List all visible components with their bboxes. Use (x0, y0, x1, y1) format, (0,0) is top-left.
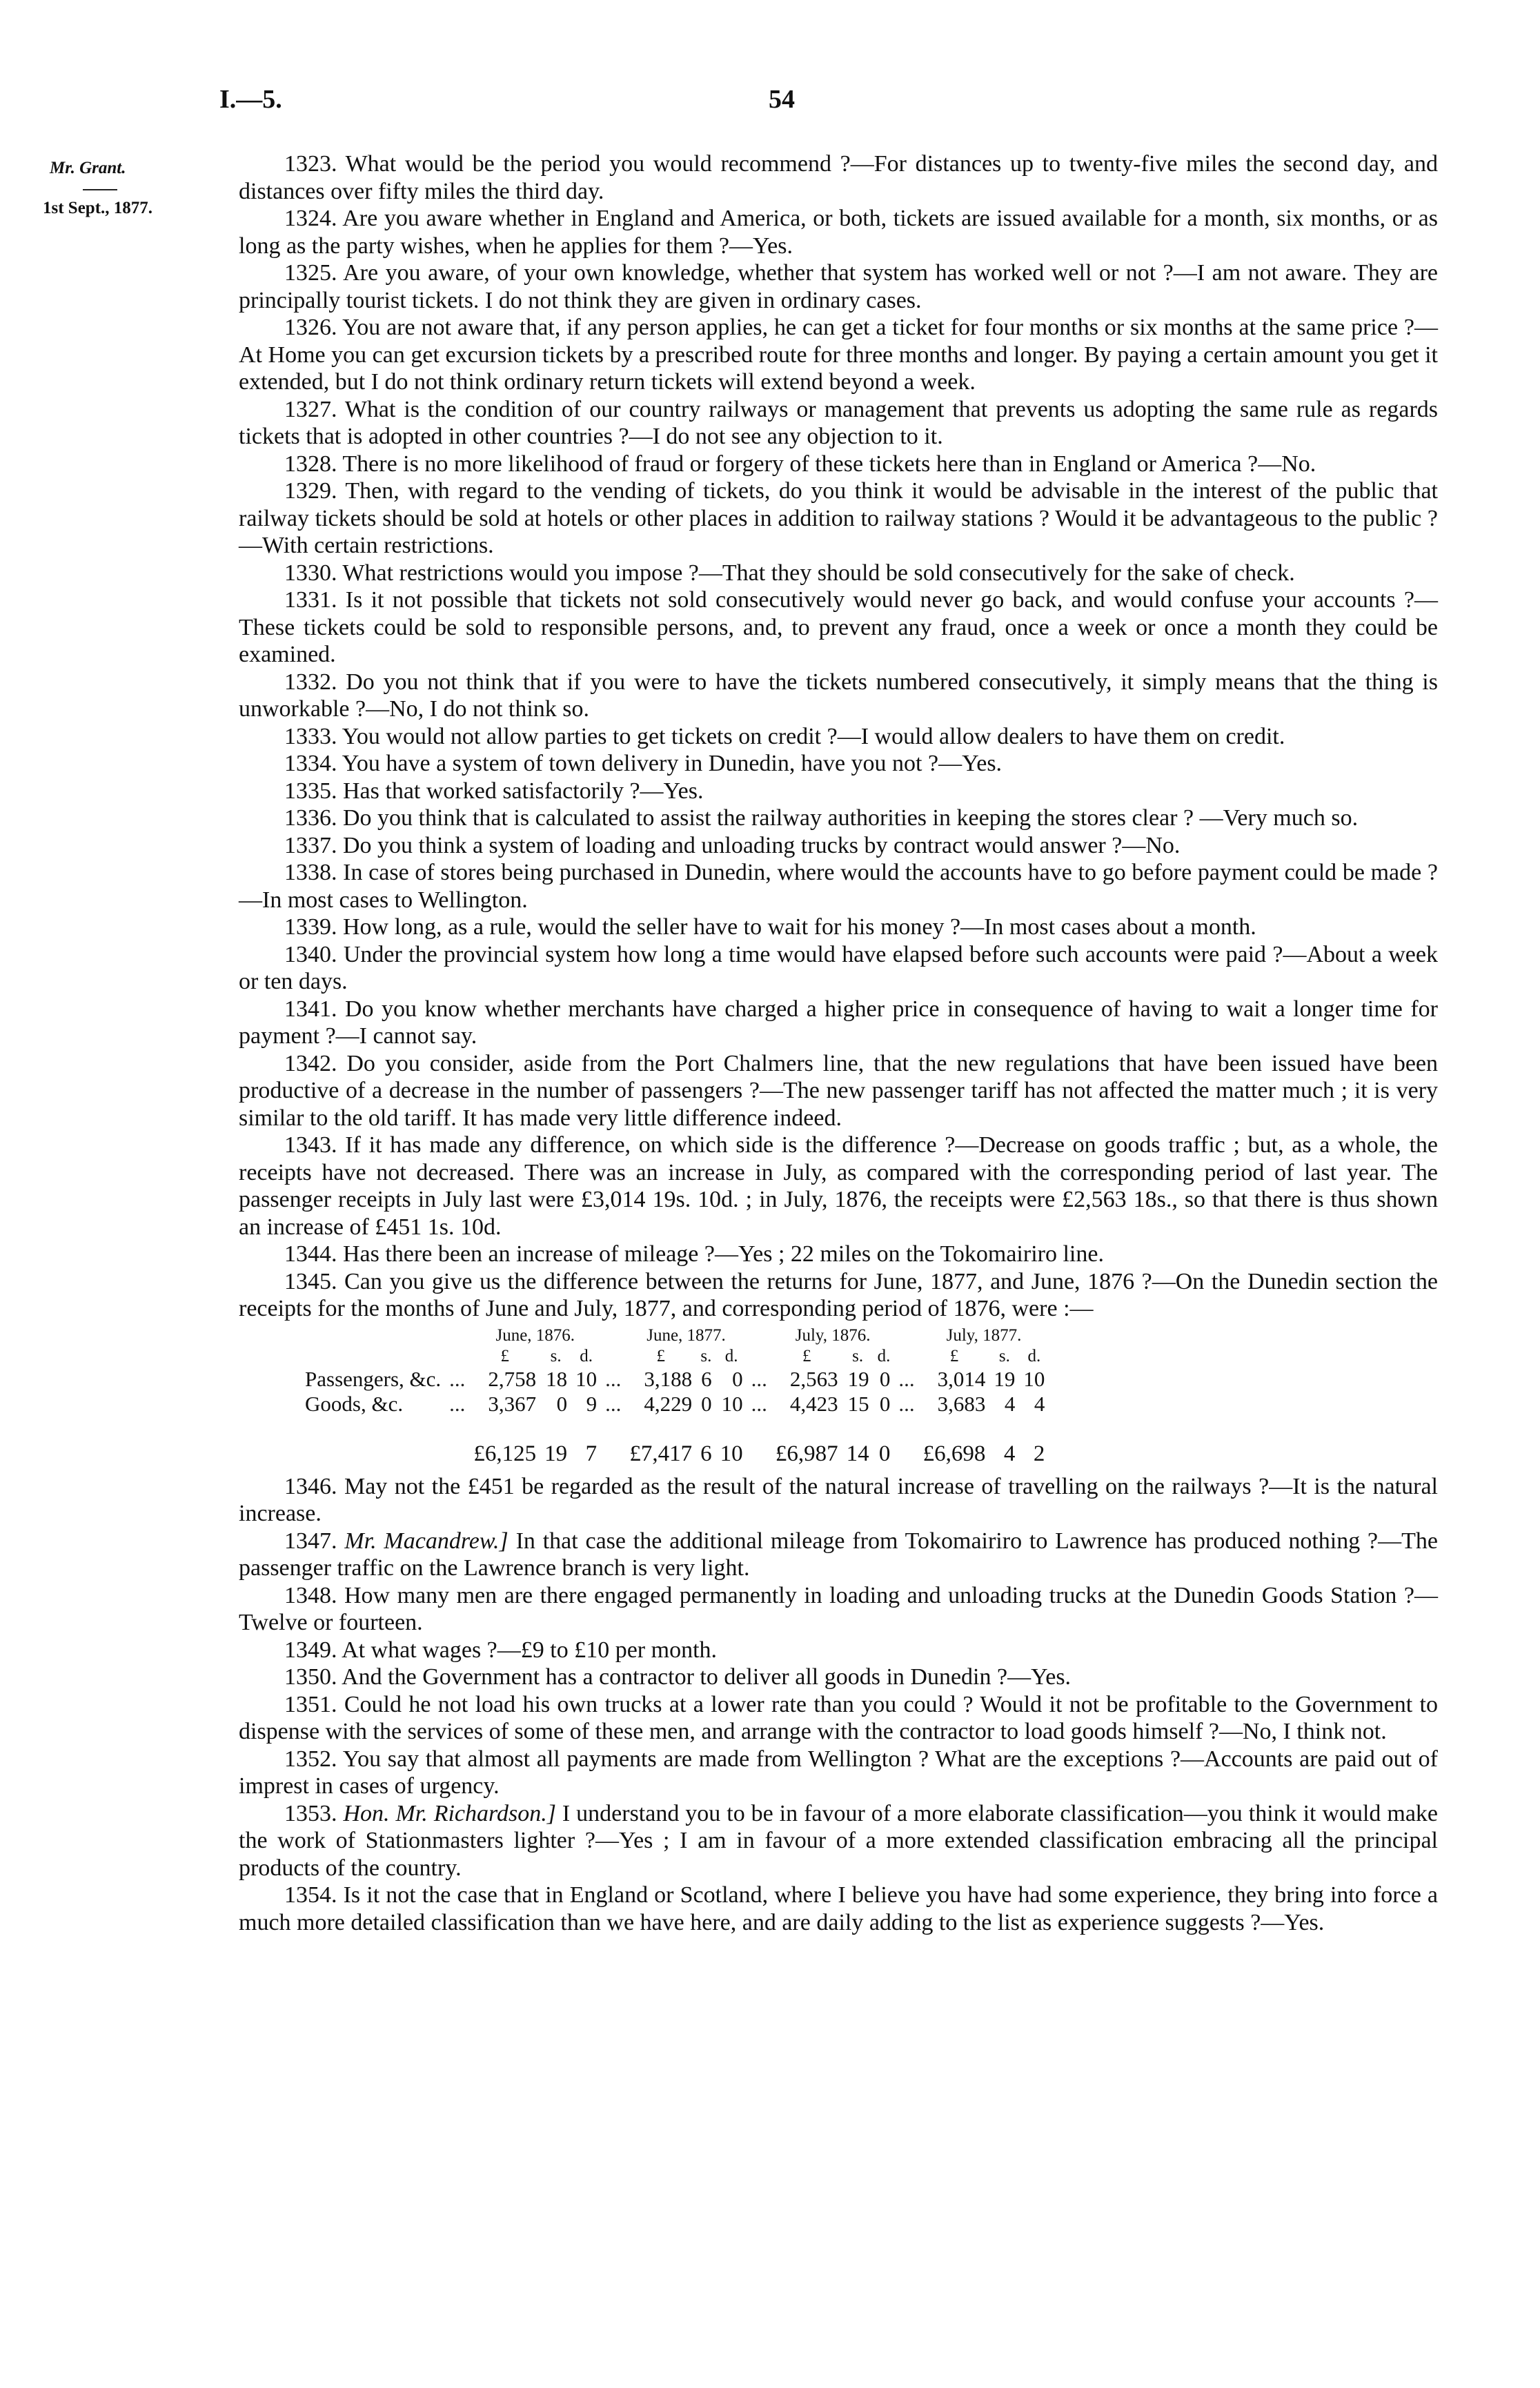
question-answer: 1344. Has there been an increase of mileage ?—Yes ; 22 miles on the Tokomairiro line. (284, 1241, 1104, 1267)
unit-pounds: £ (500, 1346, 510, 1365)
total-cell: £6,125 (473, 1441, 537, 1466)
question-answer: 1330. What restrictions would you impose ?—That they should be sold consecutively for the sake of check. (284, 560, 1295, 586)
leader-spacer (445, 1325, 469, 1346)
amount-cell: 10 (1023, 1366, 1045, 1391)
amount-cell: 4,229 (644, 1391, 693, 1416)
unit-pence: d. (877, 1346, 891, 1365)
page-number: 54 (769, 85, 795, 114)
question-answer: 1342. Do you consider, aside from the Port Chalmers line, that the new regulations that have been issued have been productive of a decrease in the number of passengers ?—The new passenger tariff has not affected the matter much ; it is very similar to the old tariff. It has made very little difference indeed. (239, 1050, 1438, 1131)
amount-cell: 18 (546, 1366, 568, 1391)
question-answer: 1324. Are you aware whether in England and America, or both, tickets are issued available for a month, six months, or as long as the party wishes, when he applies for them ?—Yes. (239, 206, 1438, 259)
amount-cell: 3,014 (937, 1366, 986, 1391)
question-text: In that case the additional mileage from Tokomairiro to Lawrence has produced nothing ?—The passenger traffic on the Lawrence branch is very light. (239, 1528, 1439, 1581)
leader-spacer (445, 1346, 469, 1367)
margin-note (43, 159, 222, 218)
leader-dots: ... (898, 1366, 915, 1391)
table-row (301, 1367, 1049, 1392)
amount-cell: 3,683 (937, 1391, 986, 1416)
row-label-spacer (301, 1417, 445, 1466)
leader-dots: ... (449, 1366, 466, 1391)
column-header: June, 1877. (646, 1325, 726, 1345)
leader-spacer (894, 1346, 918, 1367)
question-answer: 1327. What is the condition of our country railways or management that prevents us adopting the same rule as regards tickets that is adopted in other countries ?—I do not see any objection to it. (239, 396, 1438, 449)
question-answer: 1337. Do you think a system of loading and unloading trucks by contract would answer ?—No. (284, 832, 1181, 858)
row-label-spacer (301, 1325, 445, 1346)
leader-spacer (894, 1325, 918, 1346)
question-answer: 1349. At what wages ?—£9 to £10 per month. (284, 1637, 718, 1663)
page-header (0, 84, 1540, 126)
question-answer: 1341. Do you know whether merchants have charged a higher price in consequence of having to wait a longer time for payment ?—I cannot say. (239, 996, 1438, 1049)
unit-pence: d. (1027, 1346, 1041, 1365)
question-answer: 1343. If it has made any difference, on which side is the difference ?—Decrease on goods traffic ; but, as a whole, the receipts have not decreased. There was an increase in July, as compared with the corresponding period of last year. The passenger receipts in July last were £3,014 19s. 10d. ; in July, 1876, the receipts were £2,563 18s., so that there is thus shown an increase of £451 1s. 10d. (239, 1132, 1438, 1240)
amount-cell: 10 (721, 1391, 743, 1416)
amount-cell: 0 (732, 1366, 743, 1391)
total-cell: £7,417 (629, 1441, 693, 1466)
speaker-name: Mr. Macandrew.] (344, 1528, 509, 1554)
row-label: Goods, &c. (305, 1391, 404, 1416)
amount-cell: 0 (879, 1366, 891, 1391)
question-answer: 1325. Are you aware, of your own knowledge, whether that system has worked well or not ?—I am not aware. They are principally tourist tickets. I do not think they are given in ordinary cases. (239, 260, 1438, 313)
question-answer: 1352. You say that almost all payments are made from Wellington ? What are the exceptions ?—Accounts are paid out of imprest in cases of urgency. (239, 1746, 1438, 1799)
unit-pence: d. (580, 1346, 593, 1365)
unit-shillings: s. (700, 1346, 712, 1365)
hearing-date: 1st Sept., 1877. (43, 199, 153, 217)
leader-spacer (445, 1417, 469, 1466)
amount-cell: 4 (1004, 1391, 1016, 1416)
amount-cell: 6 (701, 1366, 712, 1391)
leader-spacer (601, 1346, 625, 1367)
paragraphs-before-table (239, 150, 1438, 1323)
question-answer: 1338. In case of stores being purchased in Dunedin, where would the accounts have to go before payment could be made ?—In most cases to Wellington. (239, 860, 1438, 913)
total-cell: 10 (720, 1441, 743, 1466)
total-cell: 0 (878, 1441, 891, 1466)
unit-pence: d. (724, 1346, 738, 1365)
speaker-name: Hon. Mr. Richardson.] (343, 1800, 556, 1826)
leader-spacer (601, 1325, 625, 1346)
leader-spacer (747, 1417, 771, 1466)
leader-dots: ... (449, 1391, 466, 1416)
unit-pounds: £ (949, 1346, 959, 1365)
unit-shillings: s. (852, 1346, 864, 1365)
row-label: Passengers, &c. (305, 1366, 442, 1391)
leader-dots: ... (751, 1391, 767, 1416)
question-answer: 1351. Could he not load his own trucks at a lower rate than you could ? Would it not be profitable to the Government to dispense with the services of some of these men, and arrange with the contractor to load goods himself ?—No, I think not. (239, 1691, 1438, 1744)
question-answer: 1332. Do you not think that if you were to have the tickets numbered consecutively, it simply means that the thing is unworkable ?—No, I do not think so. (239, 669, 1438, 722)
amount-cell: 9 (586, 1391, 598, 1416)
amount-cell: 10 (575, 1366, 598, 1391)
leader-dots: ... (898, 1391, 915, 1416)
question-answer: 1345. Can you give us the difference between the returns for June, 1877, and June, 1876 ?—On the Dunedin section the receipts for the months of June and July, 1877, and corresponding period of 1876, were :— (239, 1268, 1438, 1321)
total-cell: 4 (1003, 1441, 1016, 1466)
amount-cell: 15 (847, 1391, 869, 1416)
leader-spacer (747, 1346, 771, 1367)
total-cell: £6,987 (775, 1441, 838, 1466)
amount-cell: 2,758 (488, 1366, 537, 1391)
amount-cell: 4,423 (789, 1391, 838, 1416)
table-row (301, 1392, 1049, 1417)
table-column-headers (301, 1325, 1049, 1346)
unit-shillings: s. (550, 1346, 562, 1365)
total-cell: 6 (700, 1441, 712, 1466)
amount-cell: 0 (701, 1391, 712, 1416)
row-label-spacer (301, 1346, 445, 1367)
leader-dots: ... (605, 1391, 622, 1416)
question-answer: 1329. Then, with regard to the vending of tickets, do you think it would be advisable in the interest of the public that railway tickets should be sold at hotels or other places in addition to railway stations ? Would it be advantageous to the public ?—With certain restrictions. (239, 478, 1438, 558)
amount-cell: 4 (1034, 1391, 1045, 1416)
total-cell: 2 (1033, 1441, 1045, 1466)
total-cell: 14 (846, 1441, 869, 1466)
amount-cell: 3,367 (488, 1391, 537, 1416)
table-totals-row (301, 1417, 1049, 1466)
leader-spacer (894, 1417, 918, 1466)
total-cell: 19 (544, 1441, 568, 1466)
question-answer: 1350. And the Government has a contractor to deliver all goods in Dunedin ?—Yes. (284, 1664, 1072, 1690)
question-answer (239, 1528, 1438, 1582)
question-answer: 1328. There is no more likelihood of fraud or forgery of these tickets here than in England or America ?—No. (284, 451, 1316, 477)
column-header: July, 1876. (795, 1325, 871, 1345)
column-header: July, 1877. (946, 1325, 1022, 1345)
unit-pounds: £ (656, 1346, 666, 1365)
page-body (239, 150, 1438, 1936)
question-answer (239, 1800, 1438, 1882)
amount-cell: 0 (556, 1391, 568, 1416)
unit-pounds: £ (802, 1346, 811, 1365)
amount-cell: 19 (994, 1366, 1016, 1391)
question-answer: 1346. May not the £451 be regarded as the result of the natural increase of travelling on the railways ?—It is the natural increase. (239, 1473, 1438, 1526)
leader-dots: ... (605, 1366, 622, 1391)
question-number: 1347. (284, 1528, 337, 1554)
unit-shillings: s. (998, 1346, 1010, 1365)
question-answer: 1340. Under the provincial system how long a time would have elapsed before such accounts were paid ?—About a week or ten days. (239, 941, 1438, 994)
question-answer: 1326. You are not aware that, if any person applies, he can get a ticket for four months or six months at the same price ?—At Home you can get excursion tickets by a prescribed route for three months and longer. By paying a certain amount you get it extended, but I do not think ordinary return tickets will extend beyond a week. (239, 315, 1438, 395)
leader-dots: ... (751, 1366, 767, 1391)
paragraphs-after-table (239, 1473, 1438, 1937)
receipts-table (239, 1325, 1438, 1466)
amount-cell: 19 (847, 1366, 869, 1391)
total-cell: £6,698 (922, 1441, 986, 1466)
section-reference: I.—5. (219, 85, 282, 114)
question-answer: 1348. How many men are there engaged permanently in loading and unloading trucks at the Dunedin Goods Station ?—Twelve or fourteen. (239, 1582, 1438, 1635)
question-answer: 1354. Is it not the case that in England or Scotland, where I believe you have had some experience, they bring into force a much more detailed classification than we have here, and are daily adding to the list as experience suggests ?—Yes. (239, 1882, 1438, 1935)
question-answer: 1336. Do you think that is calculated to assist the railway authorities in keeping the stores clear ? —Very much so. (284, 805, 1359, 831)
question-answer: 1334. You have a system of town delivery in Dunedin, have you not ?—Yes. (284, 751, 1003, 776)
amount-cell: 0 (879, 1391, 891, 1416)
question-answer: 1333. You would not allow parties to get tickets on credit ?—I would allow dealers to have them on credit. (284, 723, 1285, 749)
question-answer: 1339. How long, as a rule, would the seller have to wait for his money ?—In most cases about a month. (284, 914, 1256, 940)
question-text: I understand you to be in favour of a more elaborate classification—you think it would make the work of Stationmasters lighter ?—Yes ; I am in favour of a more extended classification embracing all the principal products of the country. (239, 1800, 1439, 1881)
amount-cell: 3,188 (644, 1366, 693, 1391)
question-answer: 1331. Is it not possible that tickets not sold consecutively would never go back, and would confuse your accounts ?—These tickets could be sold to responsible persons, and, to prevent any fraud, once a week or once a month they could be examined. (239, 587, 1438, 667)
witness-name: Mr. Grant. (50, 159, 126, 177)
margin-divider (83, 189, 117, 190)
question-answer: 1323. What would be the period you would recommend ?—For distances up to twenty-five miles the second day, and distances over fifty miles the third day. (239, 151, 1438, 204)
column-header: June, 1876. (495, 1325, 575, 1345)
leader-spacer (747, 1325, 771, 1346)
total-cell: 7 (585, 1441, 598, 1466)
table-units-row (301, 1346, 1049, 1367)
leader-spacer (601, 1417, 625, 1466)
receipts-table-grid (301, 1325, 1049, 1466)
question-number: 1353. (284, 1800, 337, 1826)
amount-cell: 2,563 (789, 1366, 838, 1391)
question-answer: 1335. Has that worked satisfactorily ?—Yes. (284, 778, 704, 804)
